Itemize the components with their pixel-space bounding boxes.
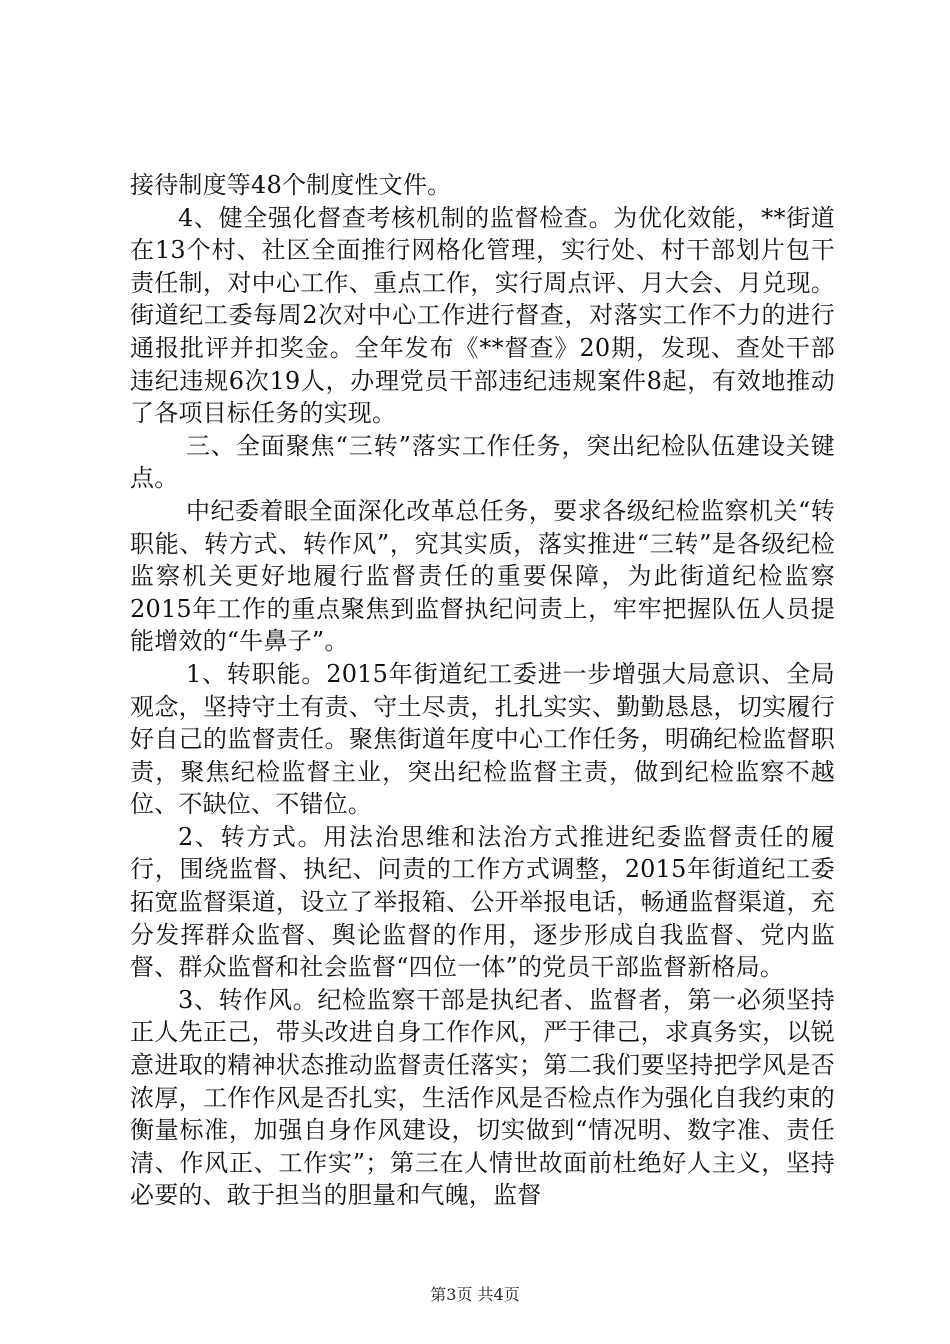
- page-footer: 第3页 共4页: [430, 1285, 520, 1304]
- paragraph-intro: 中纪委着眼全面深化改革总任务，要求各级纪检监察机关“转职能、转方式、转作风”，究其实质，落实推进“三转”是各级纪检监察机关更好地履行监督责任的重要保障，为此街道纪检监察2015年工作的重点聚焦到监督执纪问责上，牢牢把握队伍人员提能增效的“牛鼻子”。: [130, 496, 835, 656]
- document-body: [130, 169, 835, 1212]
- paragraph-continuation: 接待制度等48个制度性文件。: [130, 171, 452, 199]
- paragraph-item-4: 4、健全强化督查考核机制的监督检查。为优化效能，**街道在13个村、社区全面推行网格化管理，实行处、村干部划片包干责任制，对中心工作、重点工作，实行周点评、月大会、月兑现。街道纪工委每周2次对中心工作进行督查，对落实工作不力的进行通报批评并扣奖金。全年发布《**督查》20期，发现、查处干部违纪违规6次19人，办理党员干部违纪违规案件8起，有效地推动了各项目标任务的实现。: [130, 203, 835, 428]
- paragraph-item-3: 3、转作风。纪检监察干部是执纪者、监督者，第一必须坚持正人先正己，带头改进自身工作作风，严于律己，求真务实，以锐意进取的精神状态推动监督责任落实；第二我们要坚持把学风是否浓厚，工作作风是否扎实，生活作风是否检点作为强化自我约束的衡量标准，加强自身作风建设，切实做到“情况明、数字准、责任清、作风正、工作实”；第三在人情世故面前杜绝好人主义，坚持必要的、敢于担当的胆量和气魄，监督: [130, 985, 835, 1210]
- paragraph-item-2: 2、转方式。用法治思维和法治方式推进纪委监督责任的履行，围绕监督、执纪、问责的工作方式调整，2015年街道纪工委拓宽监督渠道，设立了举报箱、公开举报电话，畅通监督渠道，充分发挥群众监督、舆论监督的作用，逐步形成自我监督、党内监督、群众监督和社会监督“四位一体”的党员干部监督新格局。: [130, 822, 835, 982]
- paragraph-item-1: 1、转职能。2015年街道纪工委进一步增强大局意识、全局观念，坚持守土有责、守土尽责，扎扎实实、勤勤恳恳，切实履行好自己的监督责任。聚焦街道年度中心工作任务，明确纪检监督职责，聚焦纪检监督主业，突出纪检监督主责，做到纪检监察不越位、不缺位、不错位。: [130, 659, 835, 819]
- section-heading-3: 三、全面聚焦“三转”落实工作任务，突出纪检队伍建设关键点。: [130, 431, 835, 493]
